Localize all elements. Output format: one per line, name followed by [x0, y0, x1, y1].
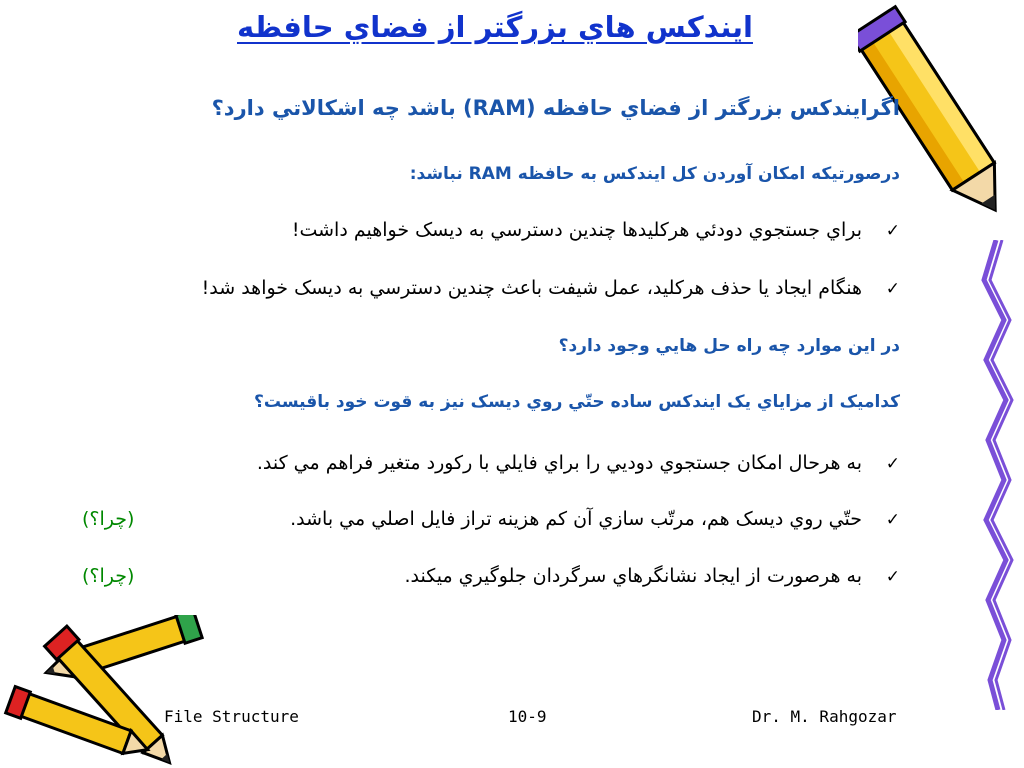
question-solution: در اين موارد چه راه حل هايي وجود دارد؟ [558, 336, 900, 356]
footer-page-number: 10-9 [508, 707, 547, 726]
border-decoration-icon [976, 240, 1016, 710]
footer-course: File Structure [164, 707, 299, 726]
list-item [100, 565, 900, 587]
bullet-text: هنگام ايجاد يا حذف هرکليد، عمل شيفت باعث چندين دسترسي به ديسک خواهد شد! [201, 277, 862, 299]
list-item [100, 452, 900, 474]
pencils-icon [0, 615, 210, 765]
bullet-text: حتّي روي ديسک هم، مرتّب سازي آن کم هزينه تراز فايل اصلي مي باشد. [290, 508, 862, 530]
list-item [100, 508, 900, 530]
check-icon: ✓ [885, 567, 900, 587]
why-label: (چرا؟) [82, 508, 135, 530]
question-ram: اگرايندکس بزرگتر از فضاي حافظه (RAM) باشد چه اشکالاتي دارد؟ [211, 96, 900, 120]
pencil-icon [858, 2, 1018, 242]
question-load: درصورتيکه امکان آوردن کل ايندکس به حافظه RAM نباشد: [409, 164, 900, 184]
list-item [100, 277, 900, 299]
bullet-text: براي جستجوي دودئي هرکليدها چندين دسترسي به ديسک خواهيم داشت! [291, 219, 862, 241]
check-icon: ✓ [885, 454, 900, 474]
check-icon: ✓ [885, 221, 900, 241]
check-icon: ✓ [885, 510, 900, 530]
list-item [100, 219, 900, 241]
footer-author: Dr. M. Rahgozar [752, 707, 897, 726]
question-advantages: کداميک از مزاياي يک ايندکس ساده حتّي روي ديسک نيز به قوت خود باقيست؟ [254, 392, 900, 412]
why-label: (چرا؟) [82, 565, 135, 587]
bullet-text: به هرحال امکان جستجوي دوديي را براي فايلي با رکورد متغير فراهم مي کند. [256, 452, 862, 474]
slide-title: ايندکس هاي بزرگتر از فضاي حافظه [237, 10, 753, 44]
check-icon: ✓ [885, 279, 900, 299]
bullet-text: به هرصورت از ايجاد نشانگرهاي سرگردان جلوگيري ميکند. [404, 565, 862, 587]
